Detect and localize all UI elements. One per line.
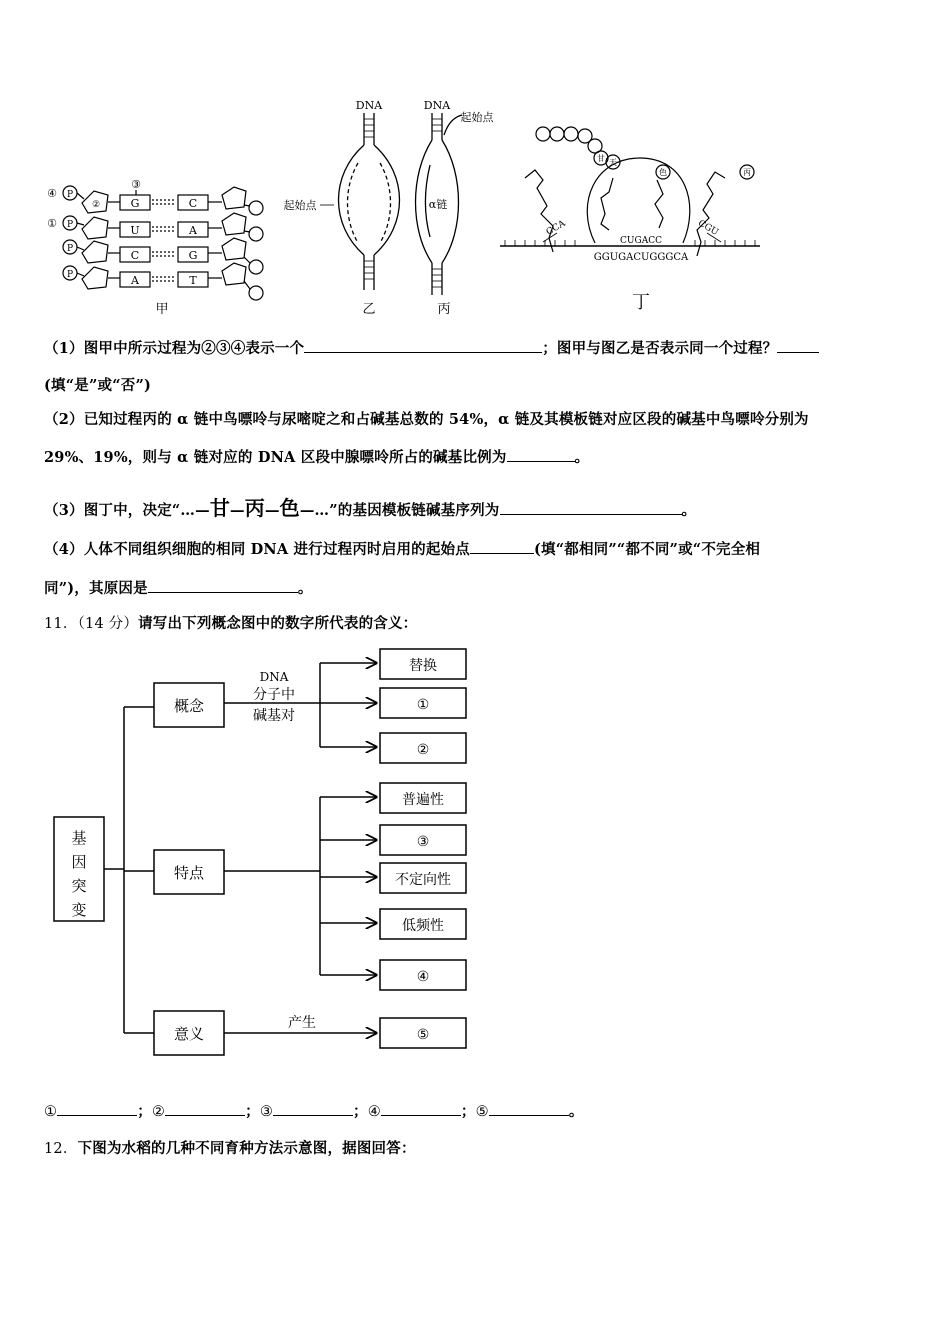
amino-acid: 色 [659, 168, 667, 177]
amino-acid: 天 [609, 158, 617, 167]
question-1: （1）图甲中所示过程为②③④表示一个 ；图甲与图乙是否表示同一个过程？ [44, 337, 819, 358]
caption-bing: 丙 [437, 302, 451, 317]
target-text: ② [416, 742, 430, 758]
amino-acid: 甘 [597, 154, 605, 163]
answer-blank-5[interactable] [489, 1103, 569, 1116]
feature-label: 特点 [173, 864, 205, 882]
answer-blank[interactable] [470, 541, 534, 554]
root-char: 变 [71, 901, 87, 919]
anticodon: CCA [544, 218, 568, 238]
answer-blank-1[interactable] [57, 1103, 137, 1116]
question-11: 11．（14 分）请写出下列概念图中的数字所代表的含义： [44, 615, 418, 632]
concept-label: 概念 [173, 697, 205, 715]
diagram-ding [495, 118, 765, 318]
answer-blank[interactable] [500, 502, 682, 515]
question-4-line1: （4）人体不同组织细胞的相同 DNA 进行过程丙时启用的起始点 (填“都相同”“都不同”或“不完全相 [44, 541, 761, 558]
root-char: 突 [71, 877, 87, 895]
base-left: A [131, 274, 139, 287]
answer-blank-2[interactable] [165, 1103, 245, 1116]
answer-blank-3[interactable] [273, 1103, 353, 1116]
answer-blank[interactable] [507, 449, 575, 462]
phosphate-label: P [66, 270, 74, 280]
answer-blank[interactable] [777, 340, 819, 353]
target-text: 替换 [409, 658, 437, 674]
concept-map [48, 645, 478, 1065]
mrna-sequence: GGUGACUGGGCA [593, 252, 689, 263]
answer-line: ① ；② ；③ ；④ ；⑤ 。 [44, 1103, 584, 1120]
base-left: U [130, 224, 140, 237]
question-2-line1: （2）已知过程丙的 α 链中鸟嘌呤与尿嘧啶之和占碱基总数的 54%，α 链及其模板链对应区段的碱基中鸟嘌呤分别为 [44, 411, 809, 428]
dna-label: DNA [355, 99, 383, 112]
question-12: 12．下图为水稻的几种不同育种方法示意图，据图回答： [44, 1140, 416, 1157]
answer-blank[interactable] [148, 580, 298, 593]
amino-acid-glyph: 甘 [209, 496, 231, 520]
marker-2: ② [91, 200, 101, 210]
target-text: ③ [416, 834, 430, 850]
alpha-chain-label: α链 [428, 198, 448, 211]
question-4-line2: 同”)，其原因是 。 [44, 580, 313, 597]
meaning-edge-label: 产生 [288, 1015, 316, 1031]
base-right: T [189, 274, 197, 287]
caption-ding: 丁 [632, 292, 650, 313]
answer-blank[interactable] [304, 340, 542, 353]
question-3: （3）图丁中，决定“…—甘—丙—色—…”的基因模板链碱基序列为 。 [44, 496, 697, 520]
concept-edge-label: 碱基对 [253, 708, 295, 724]
amino-acid-glyph: 丙 [244, 496, 265, 520]
dna-label: DNA [423, 99, 451, 112]
target-text: 不定向性 [395, 872, 451, 888]
answer-blank-4[interactable] [381, 1103, 461, 1116]
base-right: G [188, 249, 198, 262]
caption-jia: 甲 [155, 302, 169, 317]
caption-yi: 乙 [362, 302, 376, 317]
target-text: ⑤ [416, 1027, 430, 1043]
target-text: ④ [416, 969, 430, 985]
root-char: 基 [71, 829, 87, 847]
question-2-line2: 29%、19%，则与 α 链对应的 DNA 区段中腺嘌呤所占的碱基比例为 。 [44, 449, 590, 466]
concept-edge-label: 分子中 [253, 687, 295, 703]
base-left: C [130, 249, 140, 262]
origin-label: 起始点 [283, 199, 317, 212]
target-text: 普遍性 [402, 792, 444, 808]
anticodon: CGU [696, 218, 720, 239]
base-left: G [130, 197, 140, 210]
base-right: A [189, 224, 197, 237]
target-text: 低频性 [402, 918, 444, 934]
question-1-note: (填“是”或“否”) [44, 377, 152, 394]
root-char: 因 [71, 853, 87, 871]
marker-3: ③ [131, 178, 141, 191]
amino-acid-glyph: 色 [279, 496, 300, 520]
marker-1: ① [47, 217, 57, 230]
anticodon: CUGACC [620, 236, 662, 246]
amino-acid: 丙 [743, 168, 751, 177]
diagram-yi [339, 113, 400, 290]
target-text: ① [416, 697, 430, 713]
phosphate-label: P [66, 244, 74, 254]
phosphate-label: P [66, 220, 74, 230]
meaning-label: 意义 [173, 1025, 205, 1043]
origin-label: 起始点 [460, 111, 494, 124]
marker-4: ④ [47, 187, 57, 200]
concept-edge-label: DNA [259, 670, 289, 684]
figure-gene-expression [40, 95, 520, 325]
phosphate-label: P [66, 190, 74, 200]
base-right: C [188, 197, 198, 210]
